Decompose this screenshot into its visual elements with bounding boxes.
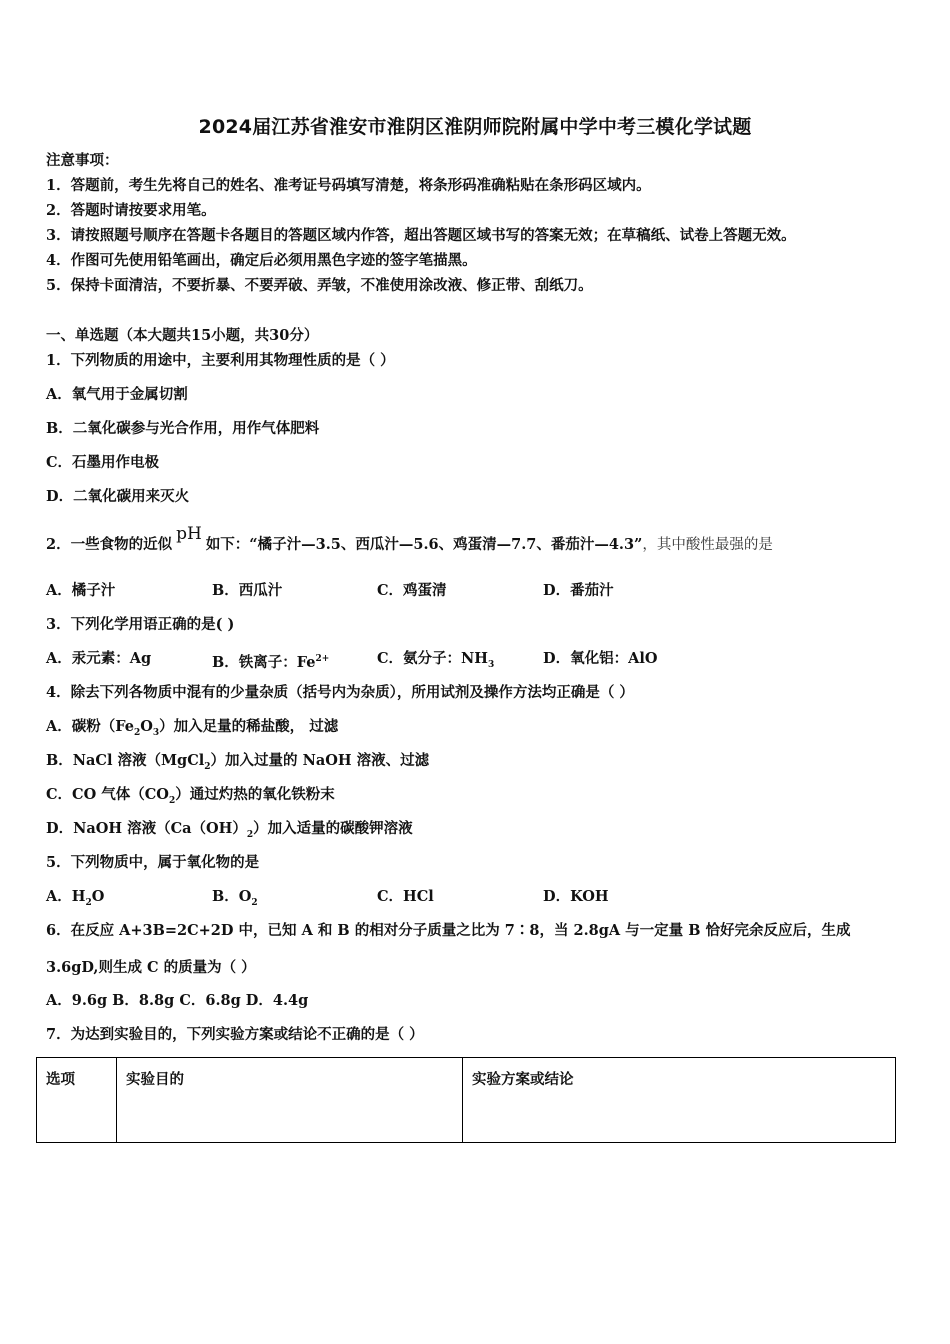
question-2-stem-a: 2．一些食物的近似 xyxy=(46,536,173,553)
text: ）加入适量的碳酸钾溶液 xyxy=(253,820,413,837)
notice-item: 2．答题时请按要求用笔。 xyxy=(46,202,216,219)
question-5-option-a xyxy=(46,887,104,913)
question-4-option-c xyxy=(46,785,335,811)
table-header-cell: 实验方案或结论 xyxy=(463,1058,896,1143)
question-6-stem-line1: 6．在反应 A+3B=2C+2D 中，已知 A 和 B 的相对分子质量之比为 7∶8，当 2.8gA 与一定量 B 恰好完余反应后，生成 xyxy=(46,922,851,939)
question-2-option-c: C．鸡蛋清 xyxy=(377,582,447,599)
question-1-option-a: A．氧气用于金属切割 xyxy=(46,386,188,403)
text: O xyxy=(91,888,105,905)
question-5-option-d: D．KOH xyxy=(543,888,609,905)
subscript: 2 xyxy=(246,829,254,840)
text: A．碳粉（Fe xyxy=(46,718,134,735)
text: ）加入足量的稀盐酸， 过滤 xyxy=(159,718,339,735)
question-6-options: A．9.6g B．8.8g C．6.8g D．4.4g xyxy=(46,992,309,1009)
notice-item: 3．请按照题号顺序在答题卡各题目的答题区域内作答，超出答题区域书写的答案无效；在草稿纸、试卷上答题无效。 xyxy=(46,227,796,244)
question-3-option-c-text: C．氨分子：NH xyxy=(377,650,488,667)
ph-symbol: pH xyxy=(176,524,202,544)
question-7-table xyxy=(36,1057,896,1143)
question-4-option-a xyxy=(46,717,338,743)
question-4-option-d xyxy=(46,819,413,845)
question-1-option-b: B．二氧化碳参与光合作用，用作气体肥料 xyxy=(46,420,320,437)
notice-item: 1．答题前，考生先将自己的姓名、准考证号码填写清楚，将条形码准确粘贴在条形码区域内。 xyxy=(46,177,651,194)
text: B．NaCl 溶液（MgCl xyxy=(46,752,205,769)
text: ）通过灼热的氧化铁粉末 xyxy=(175,786,335,803)
subscript: 3 xyxy=(152,727,160,738)
text: B．O xyxy=(212,888,252,905)
question-3-option-b-text: B．铁离子：Fe xyxy=(212,653,316,671)
page-title: 2024届江苏省淮安市淮阴区淮阴师院附属中学中考三模化学试题 xyxy=(198,116,752,138)
question-2-option-b: B．西瓜汁 xyxy=(212,582,283,599)
question-5-option-c: C．HCl xyxy=(377,888,434,905)
text: O xyxy=(140,718,153,735)
question-7-stem: 7．为达到实验目的，下列实验方案或结论不正确的是（ ） xyxy=(46,1026,424,1043)
section-heading: 一、单选题（本大题共15小题，共30分） xyxy=(46,327,319,344)
question-3-option-d: D．氧化铝：AlO xyxy=(543,650,658,667)
question-2-option-d: D．番茄汁 xyxy=(543,582,614,599)
question-2-stem-b: 如下：“橘子汁—3.5、西瓜汁—5.6、鸡蛋清—7.7、番茄汁—4.3” xyxy=(205,536,643,553)
text: A．H xyxy=(46,888,86,905)
subscript: 2 xyxy=(133,727,141,738)
question-2-stem xyxy=(46,524,773,555)
question-4-option-b xyxy=(46,751,429,777)
question-2-option-a: A．橘子汁 xyxy=(46,582,116,599)
question-3-option-b xyxy=(212,649,329,673)
question-6-stem-line2: 3.6gD,则生成 C 的质量为（ ） xyxy=(46,959,256,976)
text: ）加入过量的 NaOH 溶液、过滤 xyxy=(210,752,430,769)
question-3-option-a: A．汞元素：Ag xyxy=(46,650,152,667)
table-header-cell: 实验目的 xyxy=(117,1058,463,1143)
notice-item: 4．作图可先使用铅笔画出，确定后必须用黑色字迹的签字笔描黑。 xyxy=(46,252,477,269)
text: D．NaOH 溶液（Ca（OH） xyxy=(46,820,247,837)
charge-superscript: 2+ xyxy=(315,654,330,664)
question-1-option-d: D．二氧化碳用来灭火 xyxy=(46,488,190,505)
question-3-stem: 3．下列化学用语正确的是( ) xyxy=(46,616,235,633)
question-3-option-c xyxy=(377,649,494,675)
subscript: 2 xyxy=(204,761,211,772)
subscript: 2 xyxy=(168,795,176,806)
notice-heading: 注意事项： xyxy=(46,152,119,169)
table-header-cell: 选项 xyxy=(37,1058,117,1143)
question-5-option-b xyxy=(212,887,258,913)
question-4-stem: 4．除去下列各物质中混有的少量杂质（括号内为杂质），所用试剂及操作方法均正确是（ ） xyxy=(46,684,634,701)
question-5-stem: 5．下列物质中，属于氧化物的是 xyxy=(46,854,260,871)
question-2-stem-c: ，其中酸性最强的是 xyxy=(642,537,773,553)
question-1-stem: 1．下列物质的用途中，主要利用其物理性质的是（ ） xyxy=(46,352,395,369)
notice-item: 5．保持卡面清洁，不要折暴、不要弄破、弄皱，不准使用涂改液、修正带、刮纸刀。 xyxy=(46,277,593,294)
text: C．CO 气体（CO xyxy=(46,786,169,803)
question-1-option-c: C．石墨用作电极 xyxy=(46,454,160,471)
subscript: 3 xyxy=(488,659,495,670)
subscript: 2 xyxy=(251,897,258,908)
subscript: 2 xyxy=(85,897,92,908)
table-row xyxy=(37,1058,896,1143)
